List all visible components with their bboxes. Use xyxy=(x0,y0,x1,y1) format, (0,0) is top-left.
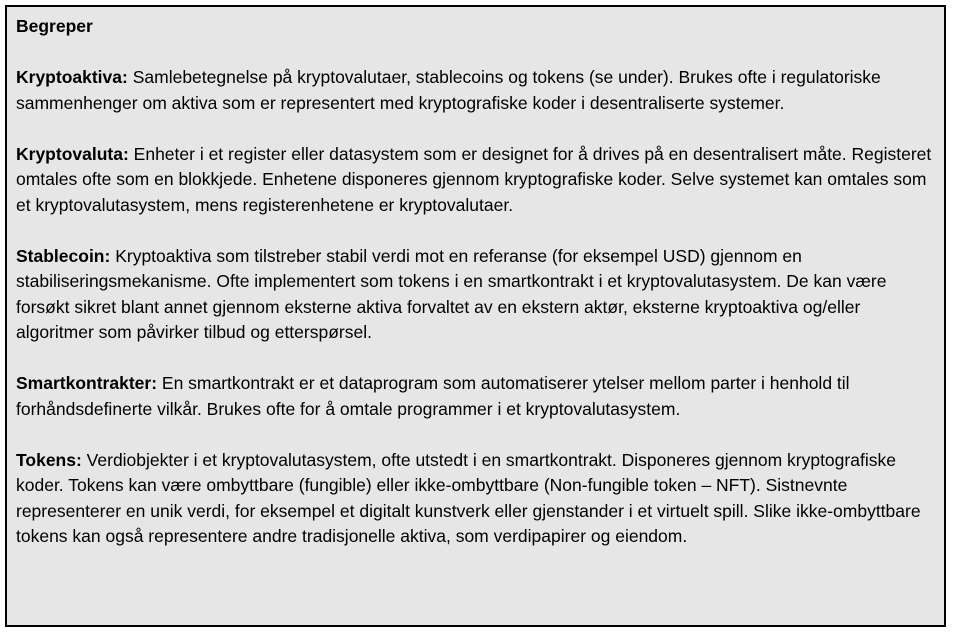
definition-kryptovaluta xyxy=(16,142,932,219)
glossary-title-text: Begreper xyxy=(16,16,93,36)
term-smartkontrakter: Smartkontrakter: xyxy=(16,373,158,393)
definition-kryptoaktiva xyxy=(16,65,932,116)
term-kryptovaluta: Kryptovaluta: xyxy=(16,143,129,164)
term-tokens: Tokens: xyxy=(16,449,82,470)
definition-stablecoin-text: Kryptoaktiva som tilstreber stabil verdi mot en referanse (for eksempel USD) gjennom en stabiliseringsmekanisme. Ofte implementert som tokens i en smartkontrakt i et kryptovalutasystem. De kan være forsøkt sikret blant annet gjennom eksterne aktiva forvaltet av en ekstern aktør, eksterne kryptoaktiva og/eller algoritmer som påvirker tilbud og etterspørsel. xyxy=(16,245,887,342)
definition-smartkontrakter xyxy=(16,371,932,422)
definition-stablecoin xyxy=(16,244,932,346)
glossary-title xyxy=(16,14,932,40)
glossary-textbox xyxy=(5,5,946,627)
term-kryptoaktiva: Kryptoaktiva: xyxy=(16,67,128,87)
definition-kryptoaktiva-text: Samlebetegnelse på kryptovalutaer, stablecoins og tokens (se under). Brukes ofte i regulatoriske sammenhenger om aktiva som er representert med kryptografiske koder i desentraliserte systemer. xyxy=(16,67,881,113)
definition-smartkontrakter-text: En smartkontrakt er et dataprogram som automatiserer ytelser mellom parter i henhold til forhåndsdefinerte vilkår. Brukes ofte for å omtale programmer i et kryptovalutasystem. xyxy=(16,373,850,419)
definition-tokens-text: Verdiobjekter i et kryptovalutasystem, ofte utstedt i en smartkontrakt. Disponeres gjennom kryptografiske koder. Tokens kan være ombyttbare (fungible) eller ikke-ombyttbare (Non-fungible token – NFT). Sistnevnte representerer en unik verdi, for eksempel et digitalt kunstverk eller gjenstander i et virtuelt spill. Slike ikke-ombyttbare tokens kan også representere andre tradisjonelle aktiva, som verdipapirer og eiendom. xyxy=(16,449,921,546)
term-stablecoin: Stablecoin: xyxy=(16,245,111,266)
definition-kryptovaluta-text: Enheter i et register eller datasystem som er designet for å drives på en desentralisert måte. Registeret omtales ofte som en blokkjede. Enhetene disponeres gjennom kryptografiske koder. Selve systemet kan omtales som et kryptovalutasystem, mens registerenhetene er kryptovalutaer. xyxy=(16,143,932,215)
definition-tokens xyxy=(16,448,932,550)
